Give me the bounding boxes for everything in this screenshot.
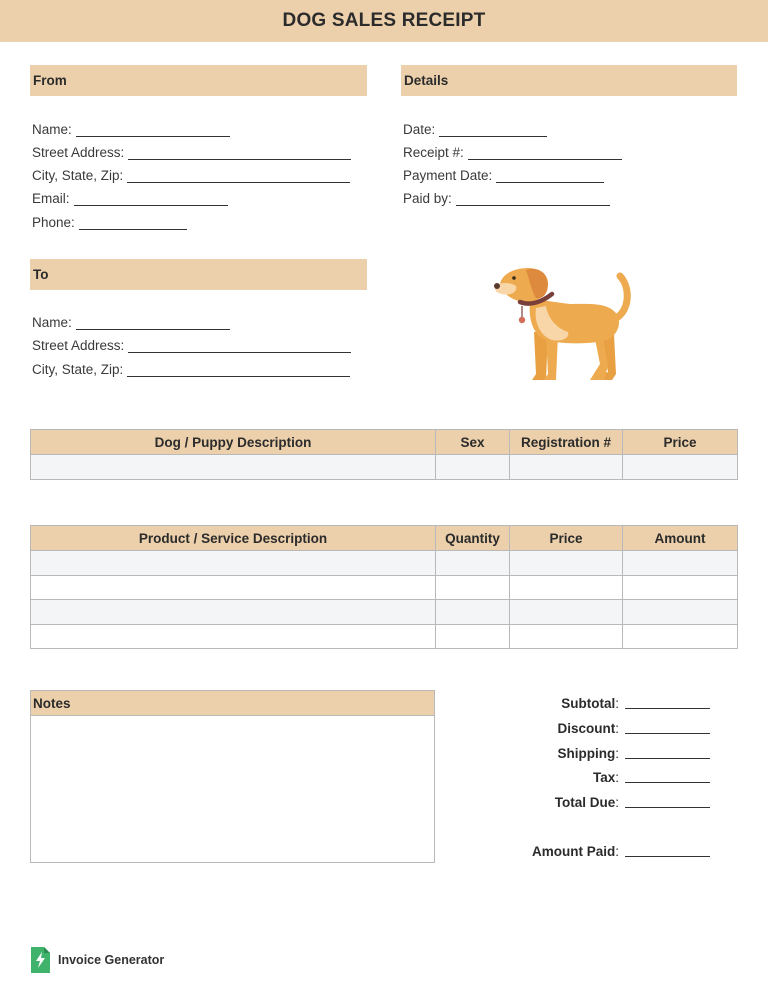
quantity-cell[interactable] xyxy=(436,600,510,625)
from-email-field[interactable] xyxy=(32,190,228,208)
table-row xyxy=(31,455,738,480)
amount-paid-row[interactable] xyxy=(440,841,710,859)
total-due-line[interactable] xyxy=(625,794,710,808)
amount-cell[interactable] xyxy=(623,575,738,600)
product-price-cell[interactable] xyxy=(510,575,623,600)
from-city-label: City, State, Zip: xyxy=(32,168,124,183)
from-street-field[interactable] xyxy=(32,144,351,162)
shipping-row[interactable] xyxy=(440,743,710,761)
tax-line[interactable] xyxy=(625,769,710,783)
payment-date-label: Payment Date: xyxy=(403,168,493,183)
date-line[interactable] xyxy=(439,123,547,137)
product-price-cell[interactable] xyxy=(510,600,623,625)
dog-table xyxy=(30,429,738,480)
page-title: DOG SALES RECEIPT xyxy=(282,10,486,31)
from-phone-field[interactable] xyxy=(32,214,187,232)
from-name-field[interactable] xyxy=(32,121,230,139)
dog-tail xyxy=(618,276,627,317)
table-row xyxy=(31,600,738,625)
to-city-field[interactable] xyxy=(32,361,350,379)
payment-date-line[interactable] xyxy=(496,169,604,183)
lightning-bolt-icon xyxy=(31,947,50,973)
shipping-colon: : xyxy=(615,746,619,761)
registration-cell[interactable] xyxy=(510,455,623,480)
product-table-header xyxy=(31,526,738,551)
sex-cell[interactable] xyxy=(436,455,510,480)
discount-colon: : xyxy=(615,721,619,736)
tax-colon: : xyxy=(615,770,619,785)
discount-row[interactable] xyxy=(440,718,710,736)
amount-cell[interactable] xyxy=(623,600,738,625)
product-table xyxy=(30,525,738,649)
shipping-label: Shipping xyxy=(557,746,616,761)
table-row xyxy=(31,551,738,576)
sex-header: Sex xyxy=(436,430,510,455)
paid-by-line[interactable] xyxy=(456,192,610,206)
from-heading: From xyxy=(30,65,367,96)
product-description-header: Product / Service Description xyxy=(31,526,436,551)
to-name-label: Name: xyxy=(32,315,72,330)
receipt-number-field[interactable] xyxy=(403,144,622,162)
amount-paid-label: Amount Paid xyxy=(531,844,616,859)
from-name-line[interactable] xyxy=(76,123,230,137)
from-street-line[interactable] xyxy=(128,146,351,160)
total-due-label: Total Due xyxy=(554,795,616,810)
product-description-cell[interactable] xyxy=(31,600,436,625)
from-city-line[interactable] xyxy=(127,169,350,183)
to-heading: To xyxy=(30,259,367,290)
subtotal-line[interactable] xyxy=(625,695,710,709)
dog-illustration xyxy=(490,262,635,387)
quantity-cell[interactable] xyxy=(436,624,510,649)
quantity-cell[interactable] xyxy=(436,551,510,576)
registration-header: Registration # xyxy=(510,430,623,455)
date-label: Date: xyxy=(403,122,436,137)
to-city-line[interactable] xyxy=(127,363,350,377)
tax-label: Tax xyxy=(592,770,616,785)
amount-cell[interactable] xyxy=(623,551,738,576)
product-description-cell[interactable] xyxy=(31,624,436,649)
quantity-cell[interactable] xyxy=(436,575,510,600)
total-due-row[interactable] xyxy=(440,792,710,810)
from-phone-label: Phone: xyxy=(32,215,75,230)
tax-row[interactable] xyxy=(440,767,710,785)
subtotal-row[interactable] xyxy=(440,693,710,711)
date-field[interactable] xyxy=(403,121,547,139)
details-heading: Details xyxy=(401,65,737,96)
product-description-cell[interactable] xyxy=(31,551,436,576)
to-city-label: City, State, Zip: xyxy=(32,362,124,377)
total-due-colon: : xyxy=(615,795,619,810)
from-phone-line[interactable] xyxy=(79,216,187,230)
dog-tag xyxy=(519,317,525,323)
discount-line[interactable] xyxy=(625,720,710,734)
amount-paid-line[interactable] xyxy=(625,843,710,857)
to-street-field[interactable] xyxy=(32,337,351,355)
table-row xyxy=(31,575,738,600)
dog-eye xyxy=(512,276,516,280)
to-street-line[interactable] xyxy=(128,339,351,353)
notes-box[interactable] xyxy=(30,715,435,863)
receipt-number-line[interactable] xyxy=(468,146,622,160)
from-name-label: Name: xyxy=(32,122,72,137)
footer-brand[interactable] xyxy=(31,947,164,973)
paid-by-field[interactable] xyxy=(403,190,610,208)
product-price-cell[interactable] xyxy=(510,551,623,576)
title-banner xyxy=(0,0,768,42)
table-row xyxy=(31,624,738,649)
from-email-label: Email: xyxy=(32,191,70,206)
payment-date-field[interactable] xyxy=(403,167,604,185)
dog-nose xyxy=(494,283,500,289)
product-price-header: Price xyxy=(510,526,623,551)
amount-header: Amount xyxy=(623,526,738,551)
product-price-cell[interactable] xyxy=(510,624,623,649)
discount-label: Discount xyxy=(557,721,616,736)
dog-description-cell[interactable] xyxy=(31,455,436,480)
notes-heading: Notes xyxy=(30,690,435,716)
from-email-line[interactable] xyxy=(74,192,228,206)
from-city-field[interactable] xyxy=(32,167,350,185)
amount-cell[interactable] xyxy=(623,624,738,649)
paid-by-label: Paid by: xyxy=(403,191,452,206)
receipt-number-label: Receipt #: xyxy=(403,145,464,160)
to-name-line[interactable] xyxy=(76,316,230,330)
subtotal-colon: : xyxy=(615,696,619,711)
product-description-cell[interactable] xyxy=(31,575,436,600)
to-street-label: Street Address: xyxy=(32,338,125,353)
from-street-label: Street Address: xyxy=(32,145,125,160)
quantity-header: Quantity xyxy=(436,526,510,551)
dog-price-header: Price xyxy=(623,430,738,455)
to-name-field[interactable] xyxy=(32,314,230,332)
shipping-line[interactable] xyxy=(625,745,710,759)
dog-description-header: Dog / Puppy Description xyxy=(31,430,436,455)
amount-paid-colon: : xyxy=(615,844,619,859)
dog-table-header xyxy=(31,430,738,455)
footer-brand-text: Invoice Generator xyxy=(58,953,165,967)
subtotal-label: Subtotal xyxy=(561,696,616,711)
dog-price-cell[interactable] xyxy=(623,455,738,480)
